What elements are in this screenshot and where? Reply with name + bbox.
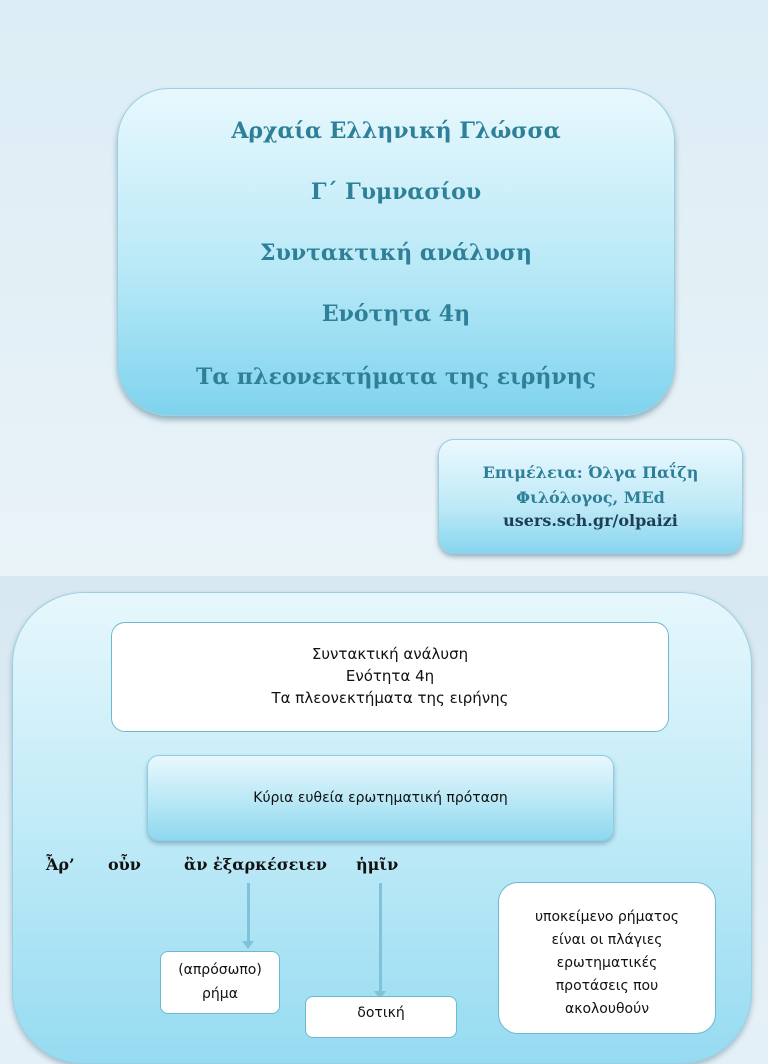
dative-label: δοτική (357, 1005, 405, 1021)
analysis-header (111, 622, 669, 732)
verb-box-line1: (απρόσωπο) (178, 962, 262, 978)
note-line-2: είναι οι πλάγιες (551, 932, 663, 948)
title-subject: Αρχαία Ελληνική Γλώσσα (231, 118, 561, 144)
clause-type-box (147, 755, 614, 841)
credit-role: Φιλόλογος, MEd (516, 488, 665, 507)
title-box (117, 88, 675, 416)
word-hemin: ἡμῖν (356, 855, 399, 874)
title-lesson: Τα πλεονεκτήματα της ειρήνης (195, 364, 597, 390)
note-line-5: ακολουθούν (564, 1001, 650, 1017)
word-exarkeseien: ἂν ἐξαρκέσειεν (184, 855, 327, 874)
arrow-to-dative (379, 883, 382, 993)
note-line-3: ερωτηματικές (556, 955, 658, 971)
verb-box-line2: ρήμα (202, 986, 238, 1002)
header-topic: Συντακτική ανάλυση (311, 645, 469, 663)
verb-box (160, 951, 280, 1014)
note-line-1: υποκείμενο ρήματος (534, 909, 680, 925)
dative-box (305, 996, 457, 1038)
note-line-4: προτάσεις που (555, 978, 659, 994)
title-topic: Συντακτική ανάλυση (260, 240, 532, 266)
arrow-to-verb (247, 883, 250, 943)
clause-type-label: Κύρια ευθεία ερωτηματική πρόταση (253, 790, 508, 806)
header-lesson: Τα πλεονεκτήματα της ειρήνης (271, 689, 509, 707)
title-unit: Ενότητα 4η (321, 301, 471, 327)
word-ar: Ἆρ’ (46, 855, 75, 874)
credit-box (438, 439, 743, 554)
title-grade: Γ΄ Γυμνασίου (310, 179, 482, 205)
header-unit: Ενότητα 4η (345, 667, 435, 685)
word-oun: οὖν (108, 855, 141, 874)
credit-author: Επιμέλεια: Όλγα Παΐζη (482, 463, 699, 482)
credit-website[interactable]: users.sch.gr/olpaizi (503, 511, 678, 530)
subject-note-box (498, 882, 716, 1034)
